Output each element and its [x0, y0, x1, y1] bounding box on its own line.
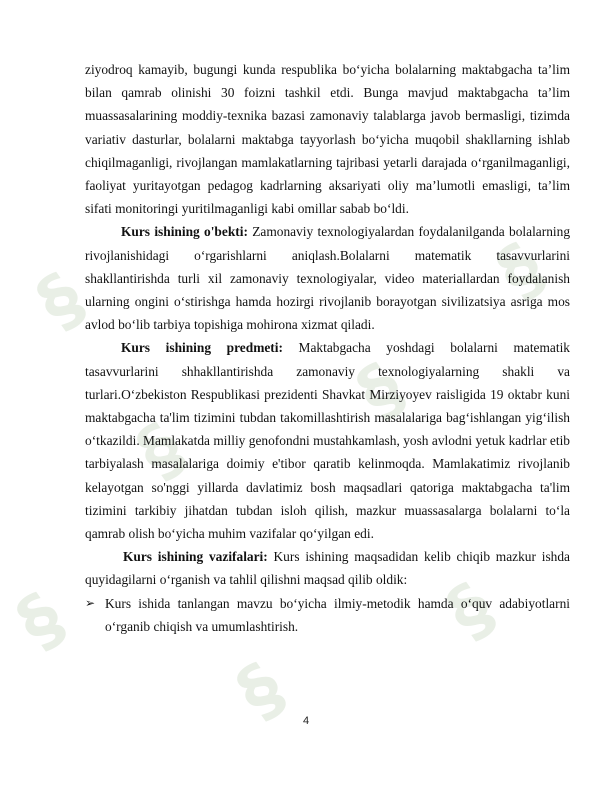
- list-item: [85, 592, 570, 638]
- object-text: Zamonaviy texnologiyalardan foydalanilganda bolalarning rivojlanishidagi o‘rgarishlarni aniqlash.Bolalarni matematik tasavvurlarini shakllantirishda turli xil zamonaviy texnologiyalar, video materiallardan foydalanish ularning ongini o‘stirishga hamda hozirgi rivojlanib borayotgan sivilizatsiya asriga mos avlod bo‘lib tarbiya topishiga mohirona xizmat qiladi.: [85, 224, 571, 333]
- svg-text:§: §: [482, 226, 559, 314]
- document-body: [85, 58, 570, 638]
- paragraph-object: [85, 220, 570, 336]
- subject-text: Maktabgacha yoshdagi bolalarni matematik tasavvurlarini shhakllantirishda zamonaviy texnologiyalarning shakli va turlari.O‘zbekiston Respublikasi prezidenti Shavkat Mirziyoyev raisligida 19 oktabr kuni maktabgacha ta'lim tizimini tubdan takomillashtirish masalalariga bag‘ishlangan yig‘ilish o‘tkazildi. Mamlakatda milliy genofondni mustahkamlash, yosh avlodni yetuk kadrlar etib tarbiyalash masalalariga doimiy e'tibor qaratib kelinmoqda. Mamlakatimiz rivojlanib kelayotgan so'nggi yillarda davlatimiz bosh maqsadlari qatoriga maktabgacha ta'lim tizimini tarkibiy jihatdan tubdan isloh qilish, mazkur muassasalarga bolalarni to‘la qamrab olish bo‘yicha muhim vazifalar qo‘yilgan edi.: [85, 340, 570, 542]
- paragraph-tasks: [85, 545, 570, 591]
- tasks-text: Kurs ishining maqsadidan kelib chiqib mazkur ishda quyidagilarni o‘rganish va tahlil qilishni maqsad qilib oldik:: [85, 549, 570, 588]
- svg-text:§: §: [2, 576, 79, 664]
- object-label: Kurs ishining o'bekti:: [121, 224, 248, 240]
- svg-text:§: §: [22, 256, 99, 344]
- subject-label: Kurs ishining predmeti:: [121, 340, 283, 356]
- paragraph-subject: [85, 336, 570, 545]
- svg-text:§: §: [222, 646, 299, 734]
- list-item-text: Kurs ishida tanlangan mavzu bo‘yicha ilmiy-metodik hamda o‘quv adabiyotlarni o‘rganib chiqish va umumlashtirish.: [105, 595, 570, 634]
- arrow-bullet-icon: ➢: [85, 595, 96, 610]
- paragraph-intro: ziyodroq kamayib, bugungi kunda respublika bo‘yicha bolalarning maktabgacha ta’lim bilan qamrab olinishi 30 foizni tashkil etdi. Bunga mavjud maktabgacha ta’lim muassasalarining moddiy-texnika bazasi zamonaviy talablarga javob bermasligi, tizimda variativ dasturlar, bolalarni maktabga tayyorlash bo‘yicha muqobil shakllarning ishlab chiqilmaganligi, rivojlangan mamlakatlarning tajribasi yetarli darajada o‘rganilmaganligi, faoliyat yuritayotgan pedagog kadrlarning aksariyati oliy ma’lumotli emasligi, ta’lim sifati monitoringi yuritilmaganligi kabi omillar sabab bo‘ldi.: [85, 62, 570, 217]
- svg-text:§: §: [432, 566, 509, 654]
- page-number: 4: [302, 715, 310, 727]
- svg-text:§: §: [122, 406, 199, 494]
- tasks-label: Kurs ishining vazifalari:: [123, 549, 268, 565]
- svg-text:§: §: [342, 346, 419, 434]
